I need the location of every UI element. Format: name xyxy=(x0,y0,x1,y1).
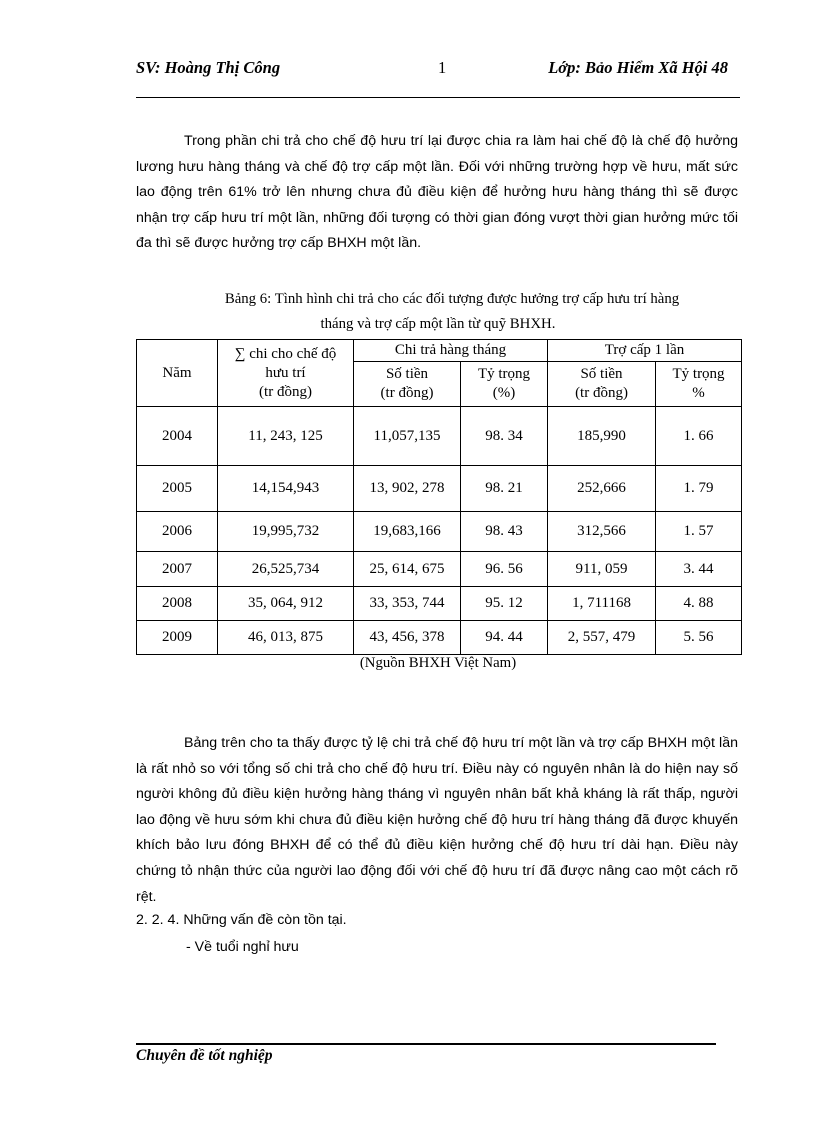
table-row xyxy=(137,407,742,466)
header-monthly-share: Tỷ trọng (%) xyxy=(461,362,548,407)
table-caption-line1: Bảng 6: Tình hình chi trả cho các đối tượng được hưởng trợ cấp hưu trí hàng xyxy=(224,291,680,307)
page-footer: Chuyên đề tốt nghiệp xyxy=(136,1047,273,1064)
cell-monthly-amount: 11,057,135 xyxy=(354,407,461,466)
cell-lump-share: 1. 57 xyxy=(656,512,742,552)
cell-monthly-share: 98. 34 xyxy=(461,407,548,466)
header-divider xyxy=(136,97,740,98)
cell-monthly-share: 95. 12 xyxy=(461,587,548,621)
student-name: SV: Hoàng Thị Công xyxy=(136,58,281,77)
cell-monthly-share: 98. 21 xyxy=(461,466,548,512)
analysis-paragraph: Bảng trên cho ta thấy được tỷ lệ chi trả chế độ hưu trí một lần và trợ cấp BHXH một lần là rất nhỏ so với tổng số chi trả cho chế độ hưu trí. Điều này có nguyên nhân là do hiện nay số người không đủ điều kiện hưởng hàng tháng vì nguyên nhân bất khả kháng là rất thấp, người lao động về hưu sớm khi chưa đủ điều kiện hưởng chế độ hưu trí hàng tháng đã được khuyến khích bảo lưu đóng BHXH để có thể đủ điều kiện hưởng chế độ hưu trí dài hạn. Điều này chứng tỏ nhận thức của người lao động đối với chế độ hưu trí đã được nâng cao một cách rõ rệt. xyxy=(136,735,738,905)
header-monthly-amount: Số tiền (tr đồng) xyxy=(354,362,461,407)
pension-payment-table xyxy=(136,339,742,655)
header-total: ∑ chi cho chế độ hưu trí (tr đồng) xyxy=(218,340,354,407)
cell-lump-share: 1. 79 xyxy=(656,466,742,512)
cell-monthly-share: 98. 43 xyxy=(461,512,548,552)
header-lump-amount: Số tiền (tr đồng) xyxy=(548,362,656,407)
cell-year: 2009 xyxy=(137,621,218,655)
table-caption-line2: tháng và trợ cấp một lần từ quỹ BHXH. xyxy=(320,316,556,332)
cell-year: 2006 xyxy=(137,512,218,552)
cell-lump-amount: 911, 059 xyxy=(548,552,656,587)
header-lump-group: Trợ cấp 1 lần xyxy=(548,340,742,362)
cell-monthly-share: 96. 56 xyxy=(461,552,548,587)
table-row xyxy=(137,621,742,655)
header-monthly-group: Chi trả hàng tháng xyxy=(354,340,548,362)
cell-total: 14,154,943 xyxy=(218,466,354,512)
table-row xyxy=(137,466,742,512)
cell-year: 2004 xyxy=(137,407,218,466)
section-heading: 2. 2. 4. Những vấn đề còn tồn tại. xyxy=(136,912,347,928)
cell-lump-amount: 2, 557, 479 xyxy=(548,621,656,655)
cell-total: 46, 013, 875 xyxy=(218,621,354,655)
cell-year: 2008 xyxy=(137,587,218,621)
cell-monthly-amount: 25, 614, 675 xyxy=(354,552,461,587)
cell-year: 2005 xyxy=(137,466,218,512)
intro-paragraph: Trong phần chi trả cho chế độ hưu trí lại được chia ra làm hai chế độ là chế độ hưởng lương hưu hàng tháng và chế độ trợ cấp một lần. Đối với những trường hợp về hưu, mất sức lao động trên 61% trở lên nhưng chưa đủ điều kiện để hưởng hưu hàng tháng thì sẽ được nhận trợ cấp hưu trí một lần, những đối tượng có thời gian đóng vượt thời gian hưởng mức tối đa thì sẽ được hưởng trợ cấp BHXH một lần. xyxy=(136,133,738,252)
header-year: Năm xyxy=(137,340,218,407)
cell-lump-amount: 312,566 xyxy=(548,512,656,552)
cell-lump-share: 4. 88 xyxy=(656,587,742,621)
cell-monthly-amount: 43, 456, 378 xyxy=(354,621,461,655)
cell-total: 19,995,732 xyxy=(218,512,354,552)
cell-lump-share: 1. 66 xyxy=(656,407,742,466)
class-name: Lớp: Bảo Hiểm Xã Hội 48 xyxy=(548,58,728,77)
cell-monthly-amount: 19,683,166 xyxy=(354,512,461,552)
cell-monthly-share: 94. 44 xyxy=(461,621,548,655)
cell-lump-amount: 1, 711168 xyxy=(548,587,656,621)
cell-total: 11, 243, 125 xyxy=(218,407,354,466)
cell-lump-share: 3. 44 xyxy=(656,552,742,587)
cell-monthly-amount: 33, 353, 744 xyxy=(354,587,461,621)
table-source: (Nguồn BHXH Việt Nam) xyxy=(359,655,517,671)
table-row xyxy=(137,587,742,621)
page-number: 1 xyxy=(438,58,447,77)
cell-total: 26,525,734 xyxy=(218,552,354,587)
cell-lump-amount: 252,666 xyxy=(548,466,656,512)
table-row xyxy=(137,512,742,552)
cell-lump-share: 5. 56 xyxy=(656,621,742,655)
table-row xyxy=(137,552,742,587)
cell-year: 2007 xyxy=(137,552,218,587)
cell-monthly-amount: 13, 902, 278 xyxy=(354,466,461,512)
header-lump-share: Tỷ trọng % xyxy=(656,362,742,407)
footer-divider xyxy=(136,1043,716,1045)
page-header xyxy=(136,58,740,82)
cell-total: 35, 064, 912 xyxy=(218,587,354,621)
bullet-item: - Về tuổi nghỉ hưu xyxy=(186,939,299,955)
cell-lump-amount: 185,990 xyxy=(548,407,656,466)
